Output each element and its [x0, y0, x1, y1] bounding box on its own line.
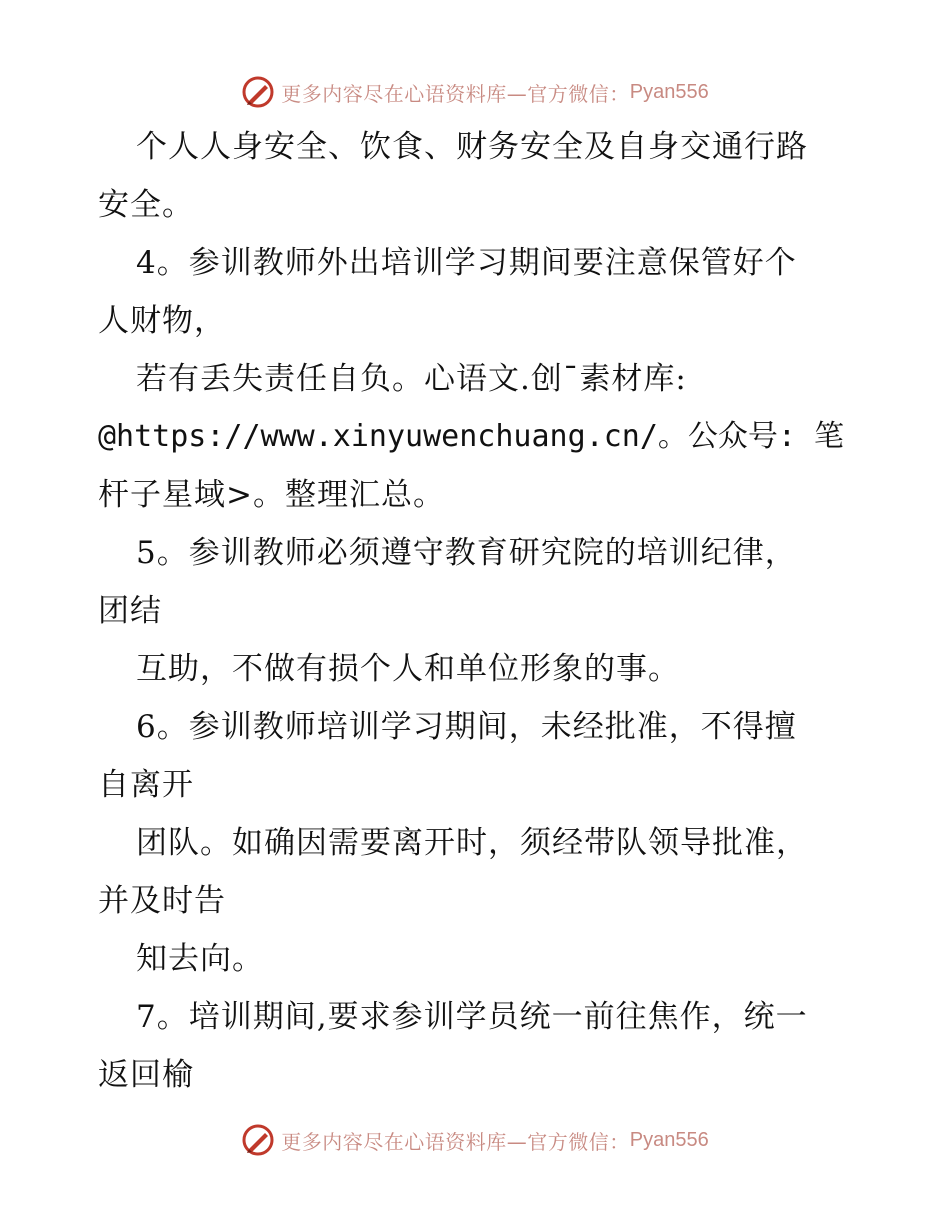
- text-line: 人财物，: [98, 303, 226, 339]
- text-line: 安全。: [98, 187, 194, 223]
- text-line: 杆子星域>。整理汇总。: [98, 477, 445, 513]
- text-line: 团队。如确因需要离开时，须经带队领导批准，: [136, 825, 808, 861]
- watermark-header: [0, 72, 950, 112]
- watermark-id: Pyan556: [629, 1128, 709, 1151]
- watermark-text: 更多内容尽在心语资料库—官方微信：: [281, 81, 630, 106]
- pen-logo-icon: [241, 75, 275, 109]
- watermark-id: Pyan556: [629, 80, 709, 103]
- document-body: [98, 118, 858, 1104]
- text-line: 若有丢失责任自负。心语文.创¯素材库:: [136, 361, 687, 397]
- pen-logo-icon: [241, 1123, 275, 1157]
- text-line: 个人人身安全、饮食、财务安全及自身交通行路: [136, 129, 808, 165]
- text-line: 互助，不做有损个人和单位形象的事。: [136, 651, 680, 687]
- text-line: 自离开: [98, 767, 194, 803]
- text-line: 知去向。: [136, 941, 264, 977]
- text-line: 5。参训教师必须遵守教育研究院的培训纪律，: [136, 535, 797, 571]
- text-line: 返回榆: [98, 1057, 194, 1093]
- text-line: 4。参训教师外出培训学习期间要注意保管好个: [136, 245, 797, 281]
- text-line: 6。参训教师培训学习期间，未经批准，不得擅: [136, 709, 797, 745]
- text-line: 并及时告: [98, 883, 226, 919]
- watermark-text: 更多内容尽在心语资料库—官方微信：: [281, 1129, 630, 1154]
- text-line-url: @https://www.xinyuwenchuang.cn/。公众号: 笔: [98, 419, 845, 454]
- watermark-footer: [0, 1120, 950, 1160]
- text-line: 团结: [98, 593, 162, 629]
- text-line: 7。培训期间,要求参训学员统一前往焦作，统一: [136, 999, 808, 1035]
